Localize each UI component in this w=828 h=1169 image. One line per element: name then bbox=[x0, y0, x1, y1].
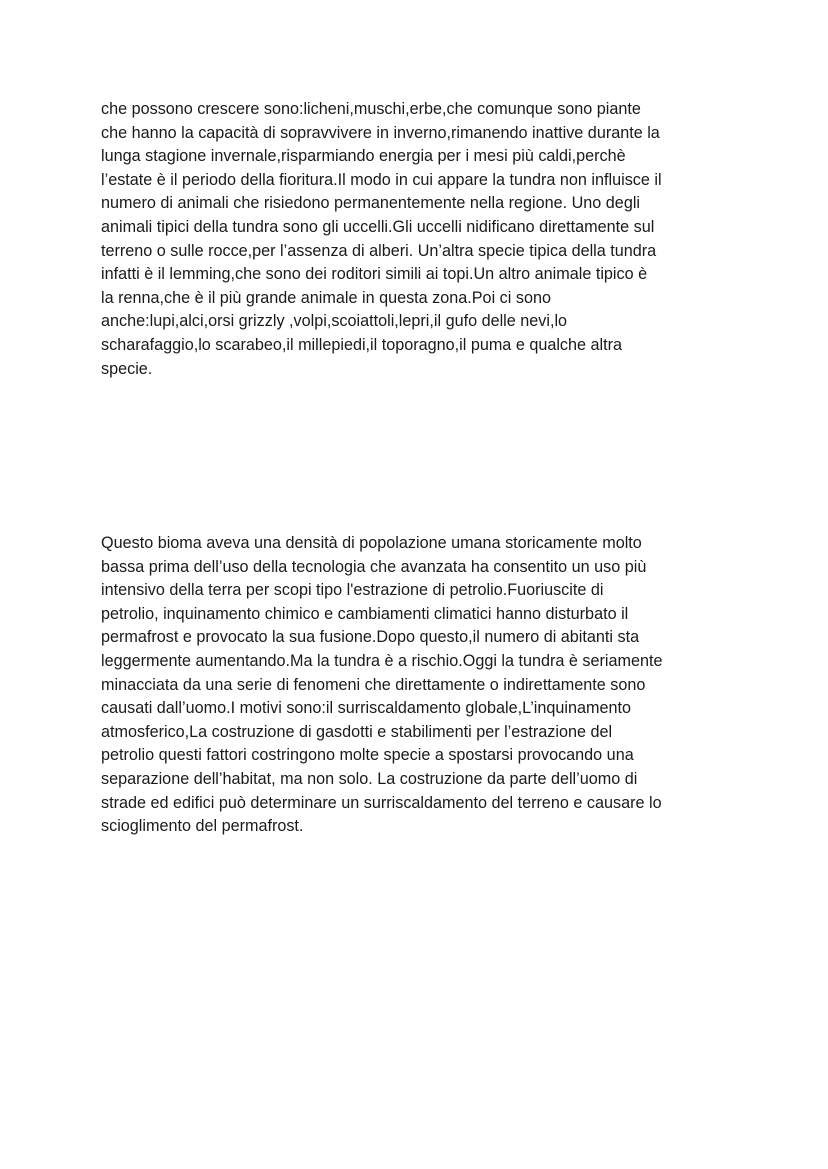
text-line: l’estate è il periodo della fioritura.Il modo in cui appare la tundra non influisce il bbox=[101, 170, 662, 189]
text-line: causati dall’uomo.I motivi sono:il surriscaldamento globale,L’inquinamento bbox=[101, 699, 631, 718]
text-line: scharafaggio,lo scarabeo,il millepiedi,il toporagno,il puma e qualche altra bbox=[101, 335, 623, 354]
text-line: petrolio questi fattori costringono molte specie a spostarsi provocando una bbox=[101, 746, 634, 765]
text-line: numero di animali che risiedono permanentemente nella regione. Uno degli bbox=[101, 194, 641, 213]
text-line: atmosferico,La costruzione di gasdotti e stabilimenti per l’estrazione del bbox=[101, 722, 613, 741]
text-line: permafrost e provocato la sua fusione.Dopo questo,il numero di abitanti sta bbox=[101, 628, 640, 647]
text-line: anche:lupi,alci,orsi grizzly ,volpi,scoiattoli,lepri,il gufo delle nevi,lo bbox=[101, 312, 568, 331]
text-line: intensivo della terra per scopi tipo l'estrazione di petrolio.Fuoriuscite di bbox=[101, 581, 604, 600]
text-line: lunga stagione invernale,risparmiando energia per i mesi più caldi,perchè bbox=[101, 147, 626, 166]
text-line: minacciata da una serie di fenomeni che direttamente o indirettamente sono bbox=[101, 675, 646, 694]
text-line: Questo bioma aveva una densità di popolazione umana storicamente molto bbox=[101, 534, 642, 552]
text-line: che hanno la capacità di sopravvivere in inverno,rimanendo inattive durante la bbox=[101, 123, 660, 142]
paragraph-tundra-flora-fauna bbox=[101, 98, 741, 381]
text-line: specie. bbox=[101, 359, 153, 378]
text-line: che possono crescere sono:licheni,muschi,erbe,che comunque sono piante bbox=[101, 100, 641, 118]
text-line: animali tipici della tundra sono gli uccelli.Gli uccelli nidificano direttamente sul bbox=[101, 217, 655, 236]
text-line: infatti è il lemming,che sono dei roditori simili ai topi.Un altro animale tipico è bbox=[101, 265, 648, 284]
text-line: terreno o sulle rocce,per l’assenza di alberi. Un’altra specie tipica della tundra bbox=[101, 241, 657, 260]
text-line: petrolio, inquinamento chimico e cambiamenti climatici hanno disturbato il bbox=[101, 604, 629, 623]
text-line: la renna,che è il più grande animale in questa zona.Poi ci sono bbox=[101, 288, 551, 307]
text-line: separazione dell’habitat, ma non solo. La costruzione da parte dell’uomo di bbox=[101, 769, 638, 788]
paragraph-human-impact bbox=[101, 532, 741, 839]
text-line: strade ed edifici può determinare un surriscaldamento del terreno e causare lo bbox=[101, 793, 662, 812]
text-line: bassa prima dell’uso della tecnologia che avanzata ha consentito un uso più bbox=[101, 557, 647, 576]
text-line: scioglimento del permafrost. bbox=[101, 817, 304, 836]
text-line: leggermente aumentando.Ma la tundra è a rischio.Oggi la tundra è seriamente bbox=[101, 651, 663, 670]
